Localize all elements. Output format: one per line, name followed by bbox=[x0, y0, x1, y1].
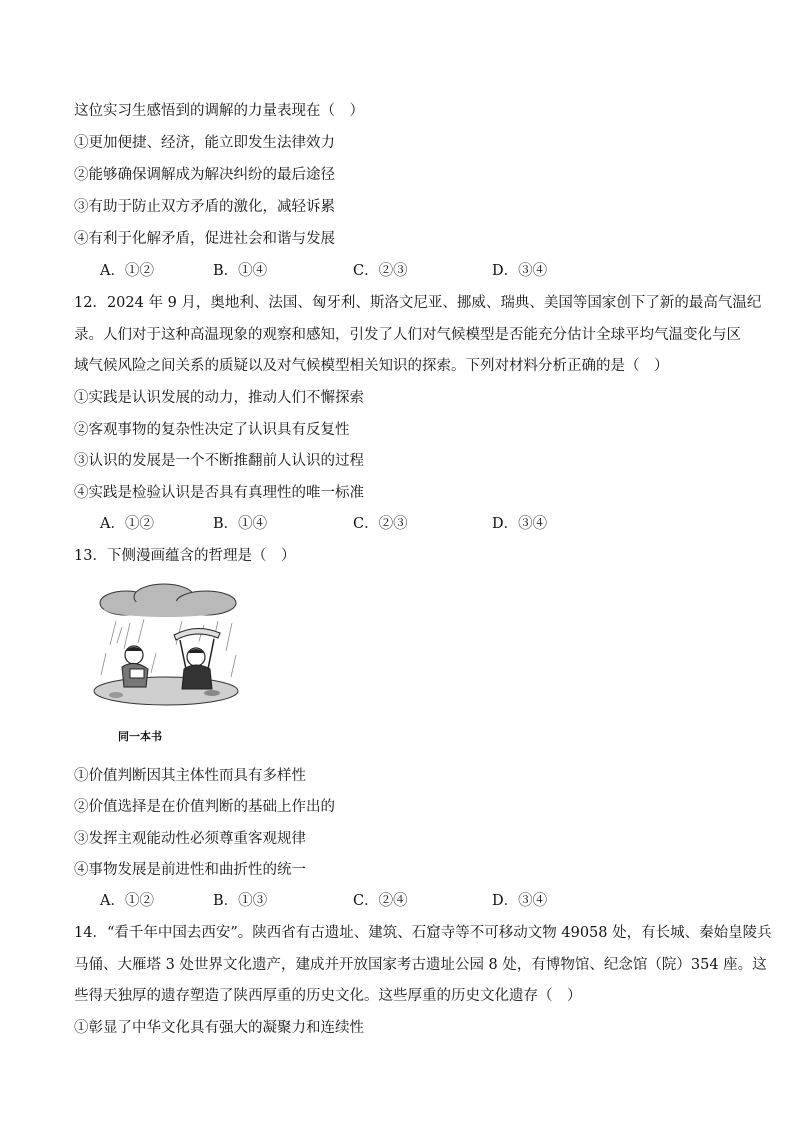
q12-statement-4: ④实践是检验认识是否具有真理性的唯一标准 bbox=[74, 485, 364, 501]
q13-statement-2: ②价值选择是在价值判断的基础上作出的 bbox=[74, 799, 335, 815]
q11-statement-4: ④有利于化解矛盾，促进社会和谐与发展 bbox=[74, 231, 335, 247]
q14-stem-line-3: 些得天独厚的遗存塑造了陕西厚重的历史文化。这些厚重的历史文化遗存（ ） bbox=[74, 988, 582, 1004]
q14-stem-line-2: 马俑、大雁塔 3 处世界文化遗产，建成并开放国家考古遗址公园 8 处，有博物馆、纪念馆（院）354 座。这 bbox=[74, 957, 767, 973]
book-umbrella-icon bbox=[174, 628, 220, 640]
q13-stem: 13．下侧漫画蕴含的哲理是（ ） bbox=[74, 548, 296, 564]
q12-option-c: C．②③ bbox=[353, 516, 408, 532]
left-figure bbox=[122, 646, 148, 687]
book-icon bbox=[130, 669, 144, 678]
q13-option-d: D．③④ bbox=[492, 893, 548, 909]
puddle-shape bbox=[109, 692, 123, 698]
q14-stem-line-1: 14．“看千年中国去西安”。陕西省有古遗址、建筑、石窟寺等不可移动文物 49058 处，有长城、秦始皇陵兵 bbox=[74, 925, 772, 941]
cartoon-image bbox=[86, 583, 248, 711]
q13-statement-4: ④事物发展是前进性和曲折性的统一 bbox=[74, 862, 306, 878]
q12-statement-2: ②客观事物的复杂性决定了认识具有反复性 bbox=[74, 422, 350, 438]
q12-stem-line-1: 12．2024 年 9 月，奥地利、法国、匈牙利、斯洛文尼亚、挪威、瑞典、美国等国家创下了新的最高气温纪 bbox=[74, 295, 762, 311]
q11-option-d: D．③④ bbox=[492, 263, 548, 279]
q11-statement-3: ③有助于防止双方矛盾的激化，减轻诉累 bbox=[74, 199, 335, 215]
q12-option-b: B．①④ bbox=[213, 516, 268, 532]
rain-lines bbox=[101, 619, 236, 677]
q11-option-a: A．①② bbox=[100, 263, 154, 279]
q11-stem: 这位实习生感悟到的调解的力量表现在（ ） bbox=[74, 103, 364, 119]
q12-stem-line-3: 域气候风险之间关系的质疑以及对气候模型相关知识的探索。下列对材料分析正确的是（ ） bbox=[74, 358, 669, 374]
q12-option-a: A．①② bbox=[100, 516, 154, 532]
q13-option-c: C．②④ bbox=[353, 893, 408, 909]
q11-statement-2: ②能够确保调解成为解决纠纷的最后途径 bbox=[74, 167, 335, 183]
q11-option-c: C．②③ bbox=[353, 263, 408, 279]
puddle-shape bbox=[204, 690, 220, 696]
q13-statement-3: ③发挥主观能动性必须尊重客观规律 bbox=[74, 831, 306, 847]
cloud-icon bbox=[100, 584, 236, 617]
cartoon-caption: 同一本书 bbox=[118, 730, 162, 743]
q12-statement-1: ①实践是认识发展的动力，推动人们不懈探索 bbox=[74, 390, 364, 406]
q12-stem-line-2: 录。人们对于这种高温现象的观察和感知，引发了人们对气候模型是否能充分估计全球平均气温变化与区 bbox=[74, 327, 741, 343]
q13-statement-1: ①价值判断因其主体性而具有多样性 bbox=[74, 768, 306, 784]
q11-option-b: B．①④ bbox=[213, 263, 268, 279]
q12-option-d: D．③④ bbox=[492, 516, 548, 532]
q12-statement-3: ③认识的发展是一个不断推翻前人认识的过程 bbox=[74, 453, 364, 469]
q13-option-b: B．①③ bbox=[213, 893, 268, 909]
q13-option-a: A．①② bbox=[100, 893, 154, 909]
q14-statement-1: ①彰显了中华文化具有强大的凝聚力和连续性 bbox=[74, 1020, 364, 1036]
q11-statement-1: ①更加便捷、经济，能立即发生法律效力 bbox=[74, 135, 335, 151]
